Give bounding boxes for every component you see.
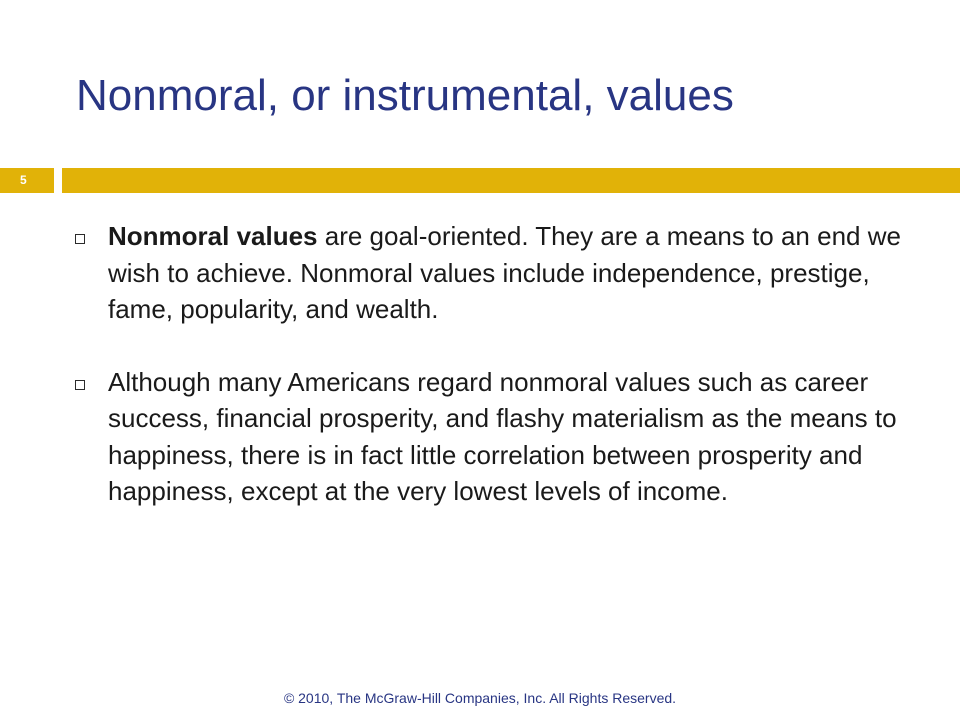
bullet-text: are goal-oriented. They are a means to an end we wish to achieve. Nonmoral values include independence, prestige, fame, popularity, and wealth. (108, 221, 901, 324)
slide-number: 5 (20, 173, 27, 187)
square-bullet-icon (75, 234, 85, 244)
slide-title: Nonmoral, or instrumental, values (76, 71, 734, 120)
bullet-term: Nonmoral values (108, 221, 318, 251)
bullet-item (70, 364, 910, 510)
square-bullet-icon (75, 380, 85, 390)
accent-bar (62, 168, 960, 193)
bullet-item (70, 218, 910, 328)
bullet-list (70, 218, 910, 510)
bullet-text: Although many Americans regard nonmoral values such as career success, financial prosperity, and flashy materialism as the means to happiness, there is in fact little correlation between prosperity and happiness, except at the very lowest levels of income. (108, 366, 897, 506)
copyright-footer: © 2010, The McGraw-Hill Companies, Inc. All Rights Reserved. (283, 690, 677, 706)
slide-number-bar (0, 168, 54, 193)
